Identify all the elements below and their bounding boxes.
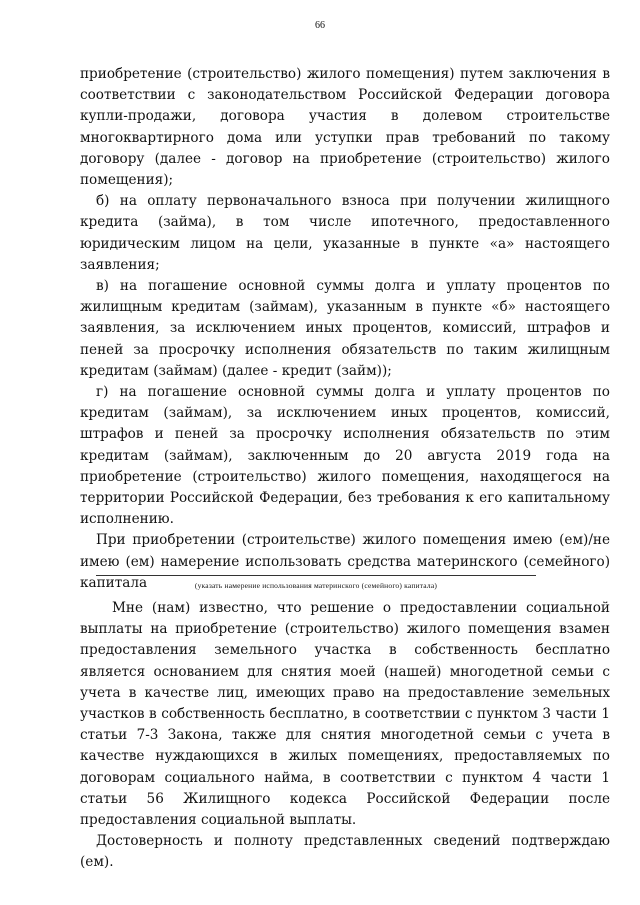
paragraph-item-g: г) на погашение основной суммы долга и уплату процентов по кредитам (займам), за исключением иных процентов, комиссий, штрафов и пеней за просрочку исполнения обязательств по этим кредитам (займам), заключенным до 20 августа 2019 года на приобретение (строительство) жилого помещения, находящегося на территории Российской Федерации, без требования к его капитальному исполнению.	[80, 384, 610, 528]
body-text-bottom	[80, 598, 610, 874]
paragraph-acknowledgement: Мне (нам) известно, что решение о предоставлении социальной выплаты на приобретение (строительство) жилого помещения взамен предоставления земельного участка в собственность бесплатно является основанием для снятия моей (нашей) многодетной семьи с учета в качестве лиц, имеющих право на предоставление земельных участков в собственность бесплатно, в соответствии с пунктом 3 части 1 статьи 7-3 Закона, также для снятия многодетной семьи с учета в качестве нуждающихся в жилых помещениях, предоставляемых по договорам социального найма, в соответствии с пунктом 4 части 1 статьи 56 Жилищного кодекса Российской Федерации после предоставления социальной выплаты.	[80, 600, 610, 829]
paragraph-confirmation: Достоверность и полноту представленных сведений подтверждаю (ем).	[80, 833, 610, 871]
paragraph-item-b: б) на оплату первоначального взноса при получении жилищного кредита (займа), в том числе ипотечного, предоставленного юридическим лицом на цели, указанные в пункте «а» настоящего заявления;	[80, 193, 610, 273]
fill-in-caption: (указать намерение использования материнского (семейного) капитала)	[194, 581, 438, 590]
fill-in-line[interactable]	[96, 575, 536, 576]
page-number: 66	[315, 20, 325, 31]
paragraph-item-v: в) на погашение основной суммы долга и уплату процентов по жилищным кредитам (займам), указанным в пункте «б» настоящего заявления, за исключением иных процентов, комиссий, штрафов и пеней за просрочку исполнения обязательств по таким жилищным кредитам (займам) (далее - кредит (займ));	[80, 278, 610, 379]
paragraph-intention: При приобретении (строительстве) жилого помещения имею (ем)/не имею (ем) намерение использовать средства материнского (семейного) капитала	[80, 532, 610, 591]
body-text-top	[80, 64, 610, 594]
paragraph-continuation: приобретение (строительство) жилого помещения) путем заключения в соответствии с законодательством Российской Федерации договора купли-продажи, договора участия в долевом строительстве многоквартирного дома или уступки прав требований по такому договору (далее - договор на приобретение (строительство) жилого помещения);	[80, 66, 610, 189]
